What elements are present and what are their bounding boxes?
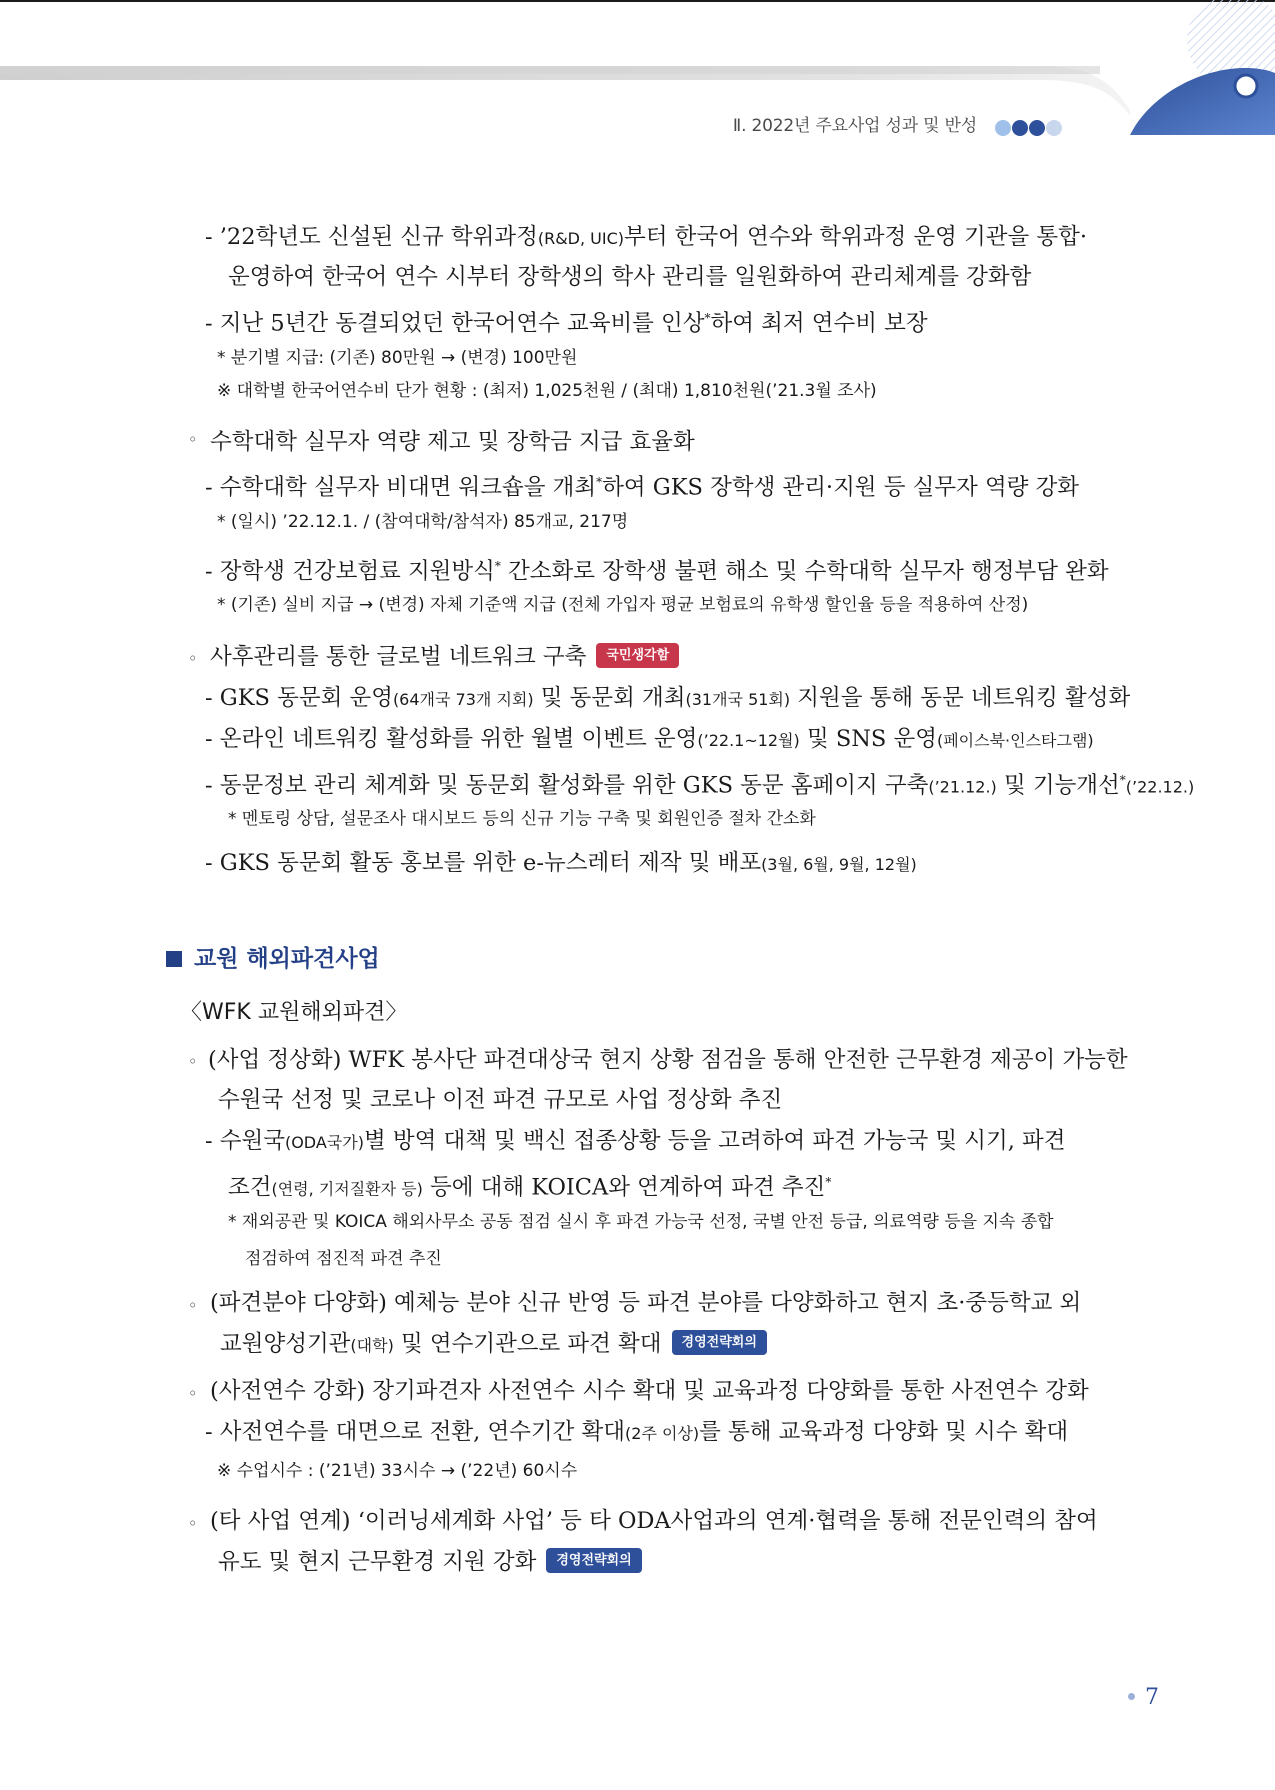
circle-bullet-icon: ◦	[188, 1384, 198, 1403]
page-number: 7	[1128, 1685, 1159, 1710]
circle-bullet-icon: ◦	[188, 1296, 198, 1315]
list-item: - 장학생 건강보험료 지원방식* 간소화로 장학생 불편 해소 및 수학대학 실무자 행정부담 완화	[205, 558, 1109, 585]
reference-note: ※ 수업시수 : (’21년) 33시수 → (’22년) 60시수	[217, 1461, 578, 1481]
header-decoration	[0, 0, 1275, 160]
list-item-continued: 운영하여 한국어 연수 시부터 장학생의 학사 관리를 일원화하여 관리체계를 강화함	[228, 264, 1032, 290]
running-header: Ⅱ. 2022년 주요사업 성과 및 반성	[732, 116, 977, 136]
citizen-idea-badge: 국민생각함	[596, 643, 679, 668]
circle-bullet-icon: ◦	[188, 430, 198, 449]
subsection-heading: 〈WFK 교원해외파견〉	[180, 1000, 408, 1025]
bullet-continued: 수원국 선정 및 코로나 이전 파견 규모로 사업 정상화 추진	[218, 1087, 783, 1113]
circle-bullet-icon: ◦	[188, 1514, 198, 1533]
reference-note: ※ 대학별 한국어연수비 단가 현황 : (최저) 1,025천원 / (최대) 1,810천원(’21.3월 조사)	[217, 381, 877, 401]
footnote: * 멘토링 상담, 설문조사 대시보드 등의 신규 기능 구축 및 회원인증 절차 간소화	[228, 809, 816, 829]
bullet-continued: 유도 및 현지 근무환경 지원 강화 경영전략회의	[218, 1547, 642, 1577]
header-ring-icon	[1235, 75, 1257, 97]
footnote: * (기존) 실비 지급 → (변경) 자체 기준액 지급 (전체 가입자 평균 보험료의 유학생 할인율 등을 적용하여 산정)	[217, 595, 1029, 615]
header-dots-icon	[995, 120, 1070, 138]
strategy-meeting-badge: 경영전략회의	[672, 1330, 767, 1355]
square-bullet-icon	[166, 951, 182, 967]
footnote: * 재외공관 및 KOICA 해외사무소 공동 점검 실시 후 파견 가능국 선정, 국별 안전 등급, 의료역량 등을 지속 종합	[228, 1212, 1054, 1232]
list-item: - GKS 동문회 활동 홍보를 위한 e-뉴스레터 제작 및 배포(3월, 6월, 9월, 12월)	[205, 850, 917, 876]
list-item: - ’22학년도 신설된 신규 학위과정(R&D, UIC)부터 한국어 연수와 학위과정 운영 기관을 통합·	[205, 224, 1088, 250]
footnote-continued: 점검하여 점진적 파견 추진	[245, 1249, 442, 1269]
bullet-heading: (파견분야 다양화) 예체능 분야 신규 반영 등 파견 분야를 다양화하고 현지 초·중등학교 외	[210, 1290, 1082, 1316]
list-item-continued: 조건(연령, 기저질환자 등) 등에 대해 KOICA와 연계하여 파견 추진*	[228, 1174, 832, 1201]
list-item: - 사전연수를 대면으로 전환, 연수기간 확대(2주 이상)를 통해 교육과정 다양화 및 시수 확대	[205, 1419, 1069, 1445]
footnote: * 분기별 지급: (기존) 80만원 → (변경) 100만원	[217, 348, 578, 368]
circle-bullet-icon: ◦	[188, 1052, 198, 1071]
bullet-heading: 사후관리를 통한 글로벌 네트워크 구축 국민생각함	[210, 642, 679, 672]
list-item: - 동문정보 관리 체계화 및 동문회 활성화를 위한 GKS 동문 홈페이지 구축(’21.12.) 및 기능개선*(’22.12.)	[205, 772, 1195, 799]
bullet-heading: 수학대학 실무자 역량 제고 및 장학금 지급 효율화	[210, 429, 695, 455]
dot-icon	[1128, 1693, 1135, 1700]
circle-bullet-icon: ◦	[188, 649, 198, 668]
bullet-heading: (사전연수 강화) 장기파견자 사전연수 시수 확대 및 교육과정 다양화를 통한 사전연수 강화	[210, 1378, 1089, 1404]
strategy-meeting-badge: 경영전략회의	[546, 1548, 641, 1573]
list-item: - 수학대학 실무자 비대면 워크숍을 개최*하여 GKS 장학생 관리·지원 등 실무자 역량 강화	[205, 474, 1080, 501]
bullet-continued: 교원양성기관(대학) 및 연수기관으로 파견 확대 경영전략회의	[220, 1329, 767, 1361]
section-heading: 교원 해외파견사업	[166, 940, 380, 973]
list-item: - 온라인 네트워킹 활성화를 위한 월별 이벤트 운영(’22.1~12월) 및 SNS 운영(페이스북·인스타그램)	[205, 726, 1094, 752]
list-item: - 지난 5년간 동결되었던 한국어연수 교육비를 인상*하여 최저 연수비 보장	[205, 310, 928, 337]
footnote: * (일시) ’22.12.1. / (참여대학/참석자) 85개교, 217명	[217, 512, 629, 532]
list-item: - GKS 동문회 운영(64개국 73개 지회) 및 동문회 개최(31개국 51회) 지원을 통해 동문 네트워킹 활성화	[205, 685, 1131, 711]
list-item: - 수원국(ODA국가)별 방역 대책 및 백신 접종상황 등을 고려하여 파견 가능국 및 시기, 파견	[205, 1128, 1066, 1154]
bullet-heading: (사업 정상화) WFK 봉사단 파견대상국 현지 상황 점검을 통해 안전한 근무환경 제공이 가능한	[208, 1047, 1128, 1073]
bullet-heading: (타 사업 연계) ‘이러닝세계화 사업’ 등 타 ODA사업과의 연계·협력을 통해 전문인력의 참여	[210, 1508, 1098, 1534]
